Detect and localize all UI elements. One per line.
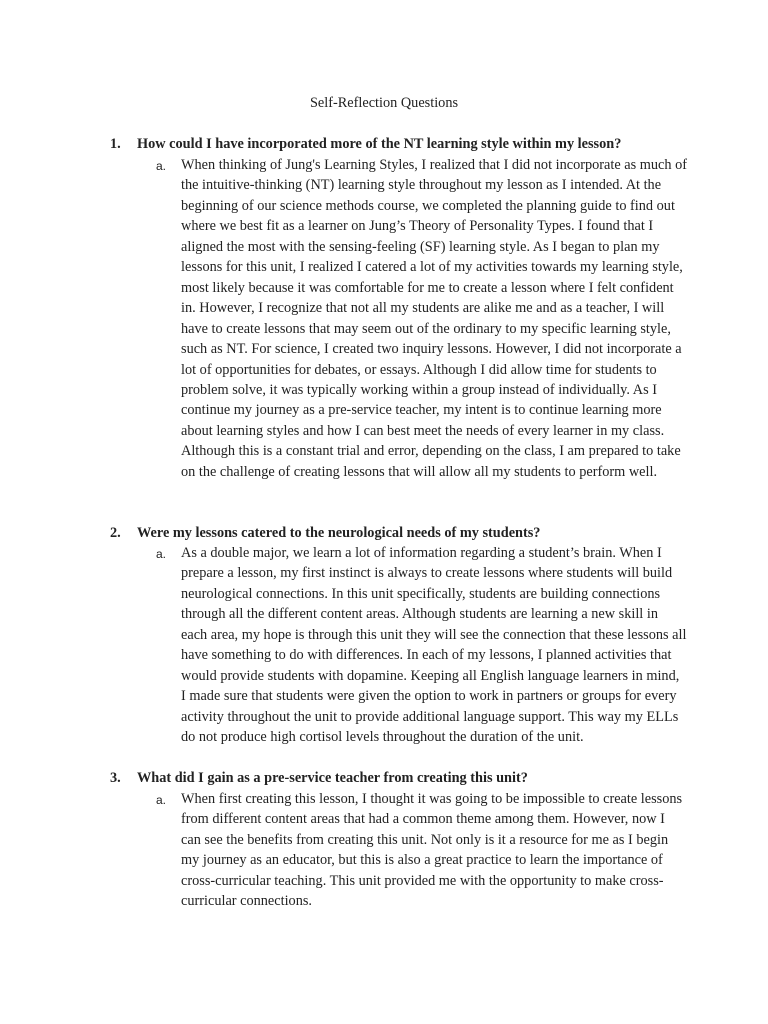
question-1 [110,134,670,154]
question-1-number: 1. [110,136,121,152]
question-2 [110,523,670,543]
question-1-text: How could I have incorporated more of the NT learning style within my lesson? [137,136,622,152]
answer-2-text: As a double major, we learn a lot of information regarding a student’s brain. When I prepare a lesson, my first instinct is always to create lessons where students will build neurological connections. In this unit specifically, students are building connections through all the different content areas. Although students are learning a new skill in each area, my hope is through this unit they will see the connection that these lessons all have something to do with differences. In each of my lessons, I planned activities that would provide students with dopamine. Keeping all English language learners in mind, I made sure that students were given the option to work in partners or groups for every activity throughout the unit to provide additional language support. This way my ELLs do not produce high cortisol levels throughout the duration of the unit. [181,545,687,746]
document-title: Self-Reflection Questions [309,95,459,111]
answer-2 [156,543,696,748]
answer-2-marker: a. [156,547,167,561]
answer-1-text: When thinking of Jung's Learning Styles, I realized that I did not incorporate as much of the intuitive-thinking (NT) learning style throughout my lesson as I intended. At the beginning of our science methods course, we completed the planning guide to find out where we best fit as a learner on Jung’s Theory of Personality Types. I found that I aligned the most with the sensing-feeling (SF) learning style. As I began to plan my lessons for this unit, I realized I catered a lot of my activities towards my learning style, most likely because it was comfortable for me to create a lesson where I felt confident in. However, I recognize that not all my students are alike me and as a teacher, I will have to create lessons that may seem out of the ordinary to my specific learning style, such as NT. For science, I created two inquiry lessons. However, I did not incorporate a lot of opportunities for debates, or essays. Although I did allow time for students to problem solve, it was typically working within a group instead of individually. As I continue my journey as a pre-service teacher, my intent is to continue learning more about learning styles and how I can best meet the needs of every learner in my class. Although this is a constant trial and error, depending on the class, I am prepared to take on the challenge of creating lessons that will allow all my students to perform well. [181,157,688,480]
answer-1 [156,155,696,482]
answer-3-marker: a. [156,793,167,807]
answer-3 [156,789,696,912]
answer-3-text: When first creating this lesson, I thought it was going to be impossible to create lessons from different content areas that had a common theme among them. However, now I can see the benefits from creating this unit. Not only is it a resource for me as I begin my journey as an educator, but this is also a great practice to learn the importance of cross-curricular teaching. This unit provided me with the opportunity to make cross-curricular connections. [181,791,683,910]
answer-1-marker: a. [156,159,167,173]
question-3-number: 3. [110,770,121,786]
question-2-text: Were my lessons catered to the neurological needs of my students? [137,525,541,541]
question-3 [110,768,670,788]
question-2-number: 2. [110,525,121,541]
question-3-text: What did I gain as a pre-service teacher from creating this unit? [137,770,528,786]
